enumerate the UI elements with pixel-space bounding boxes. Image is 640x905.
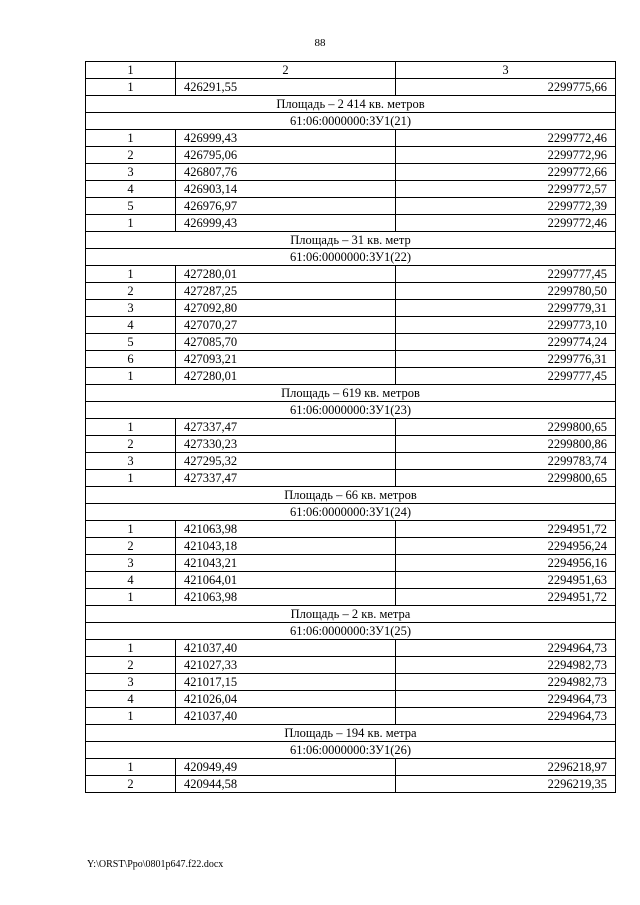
section-label-cell: Площадь – 194 кв. метра (86, 725, 616, 742)
point-number-cell: 5 (86, 198, 176, 215)
section-label-cell: Площадь – 2 кв. метра (86, 606, 616, 623)
table-row (86, 453, 616, 470)
x-coordinate-cell: 427287,25 (176, 283, 396, 300)
section-label-cell: 61:06:0000000:ЗУ1(25) (86, 623, 616, 640)
x-coordinate-cell: 421027,33 (176, 657, 396, 674)
y-coordinate-cell: 2299777,45 (396, 368, 616, 385)
table-row (86, 436, 616, 453)
x-coordinate-cell: 427330,23 (176, 436, 396, 453)
table-row (86, 521, 616, 538)
x-coordinate-cell: 421043,21 (176, 555, 396, 572)
header-cell-number: 1 (86, 62, 176, 79)
x-coordinate-cell: 427337,47 (176, 470, 396, 487)
section-label-cell: 61:06:0000000:ЗУ1(24) (86, 504, 616, 521)
y-coordinate-cell: 2299772,39 (396, 198, 616, 215)
table-row (86, 759, 616, 776)
point-number-cell: 1 (86, 708, 176, 725)
y-coordinate-cell: 2299776,31 (396, 351, 616, 368)
table-row (86, 164, 616, 181)
point-number-cell: 1 (86, 470, 176, 487)
y-coordinate-cell: 2294956,16 (396, 555, 616, 572)
x-coordinate-cell: 421017,15 (176, 674, 396, 691)
x-coordinate-cell: 427070,27 (176, 317, 396, 334)
coordinates-table-body (86, 62, 616, 793)
x-coordinate-cell: 426291,55 (176, 79, 396, 96)
x-coordinate-cell: 426976,97 (176, 198, 396, 215)
table-row (86, 470, 616, 487)
section-label-cell: Площадь – 619 кв. метров (86, 385, 616, 402)
table-row (86, 300, 616, 317)
point-number-cell: 1 (86, 759, 176, 776)
table-row (86, 181, 616, 198)
table-section-row (86, 113, 616, 130)
header-cell-x: 2 (176, 62, 396, 79)
point-number-cell: 4 (86, 691, 176, 708)
table-row (86, 776, 616, 793)
x-coordinate-cell: 421064,01 (176, 572, 396, 589)
x-coordinate-cell: 427280,01 (176, 368, 396, 385)
point-number-cell: 3 (86, 674, 176, 691)
point-number-cell: 2 (86, 436, 176, 453)
point-number-cell: 3 (86, 164, 176, 181)
x-coordinate-cell: 426999,43 (176, 130, 396, 147)
y-coordinate-cell: 2299779,31 (396, 300, 616, 317)
x-coordinate-cell: 421043,18 (176, 538, 396, 555)
table-row (86, 555, 616, 572)
x-coordinate-cell: 427295,32 (176, 453, 396, 470)
point-number-cell: 1 (86, 266, 176, 283)
page-number: 88 (314, 37, 326, 49)
x-coordinate-cell: 427280,01 (176, 266, 396, 283)
y-coordinate-cell: 2294951,63 (396, 572, 616, 589)
table-section-row (86, 742, 616, 759)
x-coordinate-cell: 420944,58 (176, 776, 396, 793)
footer-file-path: Y:\ORST\Ppo\0801p647.f22.docx (87, 859, 224, 870)
table-row (86, 589, 616, 606)
point-number-cell: 1 (86, 130, 176, 147)
y-coordinate-cell: 2299773,10 (396, 317, 616, 334)
point-number-cell: 1 (86, 79, 176, 96)
y-coordinate-cell: 2299800,65 (396, 470, 616, 487)
y-coordinate-cell: 2299772,46 (396, 215, 616, 232)
table-row (86, 147, 616, 164)
table-header-row (86, 62, 616, 79)
table-row (86, 266, 616, 283)
point-number-cell: 1 (86, 368, 176, 385)
y-coordinate-cell: 2294982,73 (396, 674, 616, 691)
section-label-cell: Площадь – 2 414 кв. метров (86, 96, 616, 113)
y-coordinate-cell: 2299775,66 (396, 79, 616, 96)
x-coordinate-cell: 421037,40 (176, 708, 396, 725)
point-number-cell: 2 (86, 147, 176, 164)
table-row (86, 538, 616, 555)
table-section-row (86, 487, 616, 504)
table-section-row (86, 623, 616, 640)
x-coordinate-cell: 427085,70 (176, 334, 396, 351)
y-coordinate-cell: 2299772,57 (396, 181, 616, 198)
point-number-cell: 2 (86, 776, 176, 793)
point-number-cell: 3 (86, 555, 176, 572)
point-number-cell: 1 (86, 419, 176, 436)
section-label-cell: Площадь – 31 кв. метр (86, 232, 616, 249)
x-coordinate-cell: 421063,98 (176, 521, 396, 538)
table-row (86, 215, 616, 232)
x-coordinate-cell: 426999,43 (176, 215, 396, 232)
x-coordinate-cell: 421037,40 (176, 640, 396, 657)
table-row (86, 572, 616, 589)
y-coordinate-cell: 2299800,86 (396, 436, 616, 453)
y-coordinate-cell: 2299780,50 (396, 283, 616, 300)
section-label-cell: Площадь – 66 кв. метров (86, 487, 616, 504)
point-number-cell: 1 (86, 589, 176, 606)
y-coordinate-cell: 2294964,73 (396, 708, 616, 725)
section-label-cell: 61:06:0000000:ЗУ1(21) (86, 113, 616, 130)
y-coordinate-cell: 2294982,73 (396, 657, 616, 674)
x-coordinate-cell: 427092,80 (176, 300, 396, 317)
table-row (86, 657, 616, 674)
point-number-cell: 2 (86, 657, 176, 674)
x-coordinate-cell: 426903,14 (176, 181, 396, 198)
table-section-row (86, 606, 616, 623)
y-coordinate-cell: 2299783,74 (396, 453, 616, 470)
table-section-row (86, 96, 616, 113)
y-coordinate-cell: 2294956,24 (396, 538, 616, 555)
table-row (86, 674, 616, 691)
x-coordinate-cell: 420949,49 (176, 759, 396, 776)
table-section-row (86, 385, 616, 402)
y-coordinate-cell: 2294951,72 (396, 521, 616, 538)
table-section-row (86, 402, 616, 419)
y-coordinate-cell: 2299772,96 (396, 147, 616, 164)
table-section-row (86, 504, 616, 521)
point-number-cell: 2 (86, 538, 176, 555)
point-number-cell: 1 (86, 521, 176, 538)
x-coordinate-cell: 427337,47 (176, 419, 396, 436)
table-row (86, 691, 616, 708)
y-coordinate-cell: 2299772,66 (396, 164, 616, 181)
x-coordinate-cell: 421026,04 (176, 691, 396, 708)
x-coordinate-cell: 426807,76 (176, 164, 396, 181)
point-number-cell: 3 (86, 300, 176, 317)
x-coordinate-cell: 426795,06 (176, 147, 396, 164)
y-coordinate-cell: 2296218,97 (396, 759, 616, 776)
table-row (86, 317, 616, 334)
table-section-row (86, 249, 616, 266)
point-number-cell: 4 (86, 181, 176, 198)
table-row (86, 130, 616, 147)
section-label-cell: 61:06:0000000:ЗУ1(26) (86, 742, 616, 759)
point-number-cell: 4 (86, 572, 176, 589)
point-number-cell: 4 (86, 317, 176, 334)
table-row (86, 368, 616, 385)
x-coordinate-cell: 427093,21 (176, 351, 396, 368)
y-coordinate-cell: 2294951,72 (396, 589, 616, 606)
table-section-row (86, 232, 616, 249)
table-section-row (86, 725, 616, 742)
y-coordinate-cell: 2299774,24 (396, 334, 616, 351)
table-row (86, 79, 616, 96)
section-label-cell: 61:06:0000000:ЗУ1(23) (86, 402, 616, 419)
point-number-cell: 6 (86, 351, 176, 368)
coordinates-table (85, 61, 616, 793)
y-coordinate-cell: 2296219,35 (396, 776, 616, 793)
point-number-cell: 3 (86, 453, 176, 470)
y-coordinate-cell: 2294964,73 (396, 691, 616, 708)
table-row (86, 419, 616, 436)
table-row (86, 708, 616, 725)
y-coordinate-cell: 2299800,65 (396, 419, 616, 436)
table-row (86, 640, 616, 657)
table-row (86, 283, 616, 300)
point-number-cell: 1 (86, 640, 176, 657)
x-coordinate-cell: 421063,98 (176, 589, 396, 606)
y-coordinate-cell: 2299772,46 (396, 130, 616, 147)
table-row (86, 198, 616, 215)
point-number-cell: 2 (86, 283, 176, 300)
y-coordinate-cell: 2294964,73 (396, 640, 616, 657)
table-row (86, 351, 616, 368)
header-cell-y: 3 (396, 62, 616, 79)
point-number-cell: 1 (86, 215, 176, 232)
y-coordinate-cell: 2299777,45 (396, 266, 616, 283)
point-number-cell: 5 (86, 334, 176, 351)
table-row (86, 334, 616, 351)
section-label-cell: 61:06:0000000:ЗУ1(22) (86, 249, 616, 266)
